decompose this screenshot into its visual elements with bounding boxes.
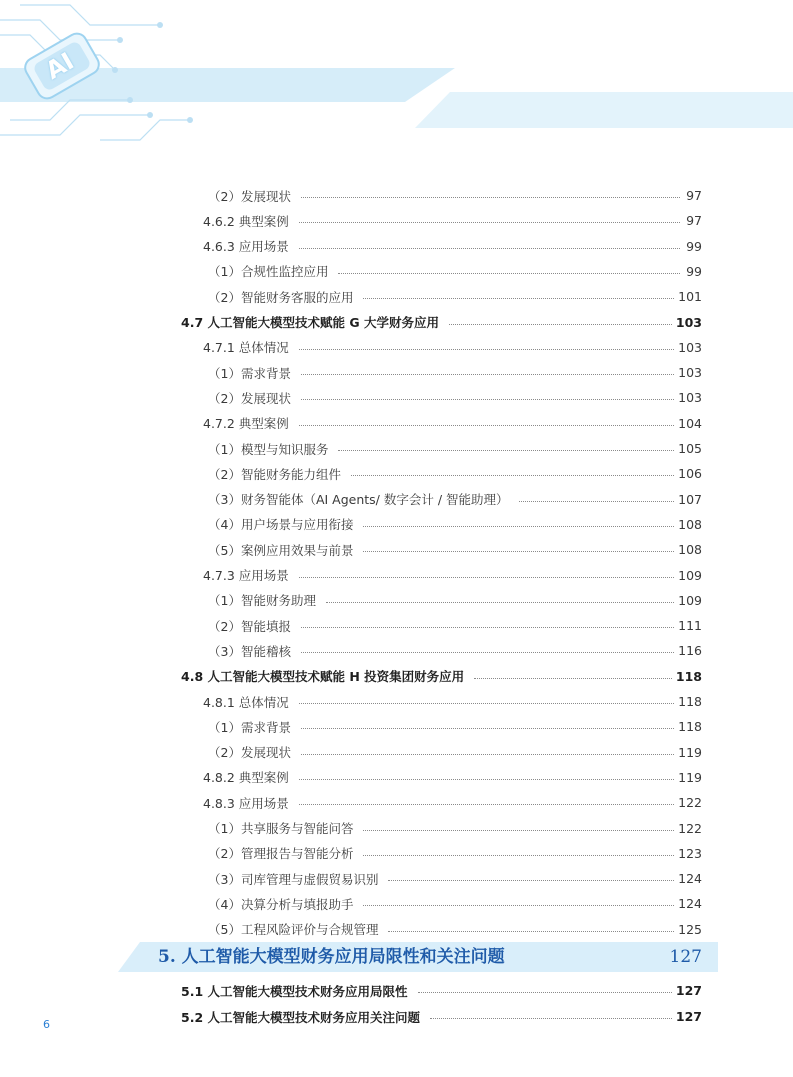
chapter-toc-entry[interactable] bbox=[181, 978, 702, 1003]
toc-entry-title: （5）案例应用效果与前景 bbox=[208, 542, 354, 558]
toc-entry[interactable] bbox=[208, 917, 702, 942]
toc-entry-page: 122 bbox=[678, 820, 702, 836]
toc-entry-page: 124 bbox=[678, 871, 702, 887]
toc-entry[interactable] bbox=[208, 714, 702, 739]
toc-entry-page: 119 bbox=[678, 769, 702, 785]
toc-entry[interactable] bbox=[181, 310, 702, 335]
dot-leader bbox=[363, 551, 674, 552]
toc-entry[interactable] bbox=[203, 790, 702, 815]
toc-entry[interactable] bbox=[208, 816, 702, 841]
toc-entry-page: 109 bbox=[678, 592, 702, 608]
toc-entry-title: 4.7 人工智能大模型技术赋能 G 大学财务应用 bbox=[181, 315, 439, 330]
toc-entry-page: 103 bbox=[678, 339, 702, 355]
dot-leader bbox=[363, 905, 674, 906]
toc-entry-page: 104 bbox=[678, 415, 702, 431]
toc-entry-title: （1）共享服务与智能问答 bbox=[208, 821, 354, 836]
chapter-title[interactable]: 5. 人工智能大模型财务应用局限性和关注问题 bbox=[158, 947, 505, 967]
toc-entry[interactable] bbox=[208, 841, 702, 866]
toc-entry-title: （2）管理报告与智能分析 bbox=[208, 846, 354, 862]
toc-entry-title: （1）合规性监控应用 bbox=[208, 264, 329, 280]
ai-logo-text: AI bbox=[40, 46, 79, 86]
toc-entry-title: 4.8 人工智能大模型技术赋能 H 投资集团财务应用 bbox=[181, 669, 465, 685]
toc-entry-title: （2）发展现状 bbox=[208, 188, 291, 204]
toc-entry[interactable] bbox=[208, 638, 702, 663]
toc-entry[interactable] bbox=[208, 512, 702, 537]
toc-entry[interactable] bbox=[208, 183, 702, 208]
toc-entry-page: 118 bbox=[678, 694, 702, 709]
toc-entry-title: （2）发展现状 bbox=[208, 745, 291, 761]
dot-leader bbox=[299, 779, 674, 780]
dot-leader bbox=[474, 678, 672, 679]
toc-entry-page: 103 bbox=[678, 365, 702, 381]
toc-entry-page: 125 bbox=[678, 921, 702, 937]
toc-entry[interactable] bbox=[208, 588, 702, 613]
toc-entry[interactable] bbox=[208, 866, 702, 891]
toc-entry-title: （2）智能填报 bbox=[208, 618, 291, 634]
toc-entry-title: 4.8.1 总体情况 bbox=[203, 694, 289, 710]
toc-entry-page: 122 bbox=[678, 795, 702, 811]
toc-entry[interactable] bbox=[203, 563, 702, 588]
dot-leader bbox=[363, 298, 674, 299]
dot-leader bbox=[301, 399, 674, 400]
dot-leader bbox=[301, 728, 674, 729]
toc-entry[interactable] bbox=[208, 740, 702, 765]
toc-entry[interactable] bbox=[208, 436, 702, 461]
toc-entry[interactable] bbox=[203, 689, 702, 714]
toc-entry-page: 103 bbox=[678, 390, 702, 406]
dot-leader bbox=[326, 602, 674, 603]
toc-entry-title: 4.6.3 应用场景 bbox=[203, 239, 289, 255]
dot-leader bbox=[338, 273, 680, 274]
toc-entry-title: （3）财务智能体（AI Agents/ 数字会计 / 智能助理） bbox=[208, 492, 509, 508]
toc-entry-title: 4.8.3 应用场景 bbox=[203, 795, 289, 811]
toc-entry[interactable] bbox=[208, 461, 702, 486]
toc-entry-title: 4.7.1 总体情况 bbox=[203, 340, 289, 356]
toc-entry[interactable] bbox=[203, 234, 702, 259]
toc-entry-page: 108 bbox=[678, 542, 702, 558]
toc-entry-page: 118 bbox=[675, 668, 702, 684]
dot-leader bbox=[301, 652, 674, 653]
toc-entry-title: 4.6.2 典型案例 bbox=[203, 213, 289, 229]
toc-entry-page: 124 bbox=[678, 896, 702, 912]
toc-entry-page: 116 bbox=[678, 643, 702, 659]
toc-entry-page: 127 bbox=[675, 1009, 702, 1024]
toc-entry[interactable] bbox=[208, 259, 702, 284]
toc-entry[interactable] bbox=[203, 765, 702, 790]
toc-entry-page: 127 bbox=[675, 983, 702, 998]
toc-entry[interactable] bbox=[208, 537, 702, 562]
toc-entry-page: 108 bbox=[678, 516, 702, 532]
toc-entry-title: （3）智能稽核 bbox=[208, 643, 291, 659]
dot-leader bbox=[449, 324, 672, 325]
toc-entry-title: 4.8.2 典型案例 bbox=[203, 770, 289, 786]
toc-entry-page: 101 bbox=[678, 289, 702, 305]
toc-entry[interactable] bbox=[208, 613, 702, 638]
toc-entry-page: 103 bbox=[675, 314, 702, 330]
dot-leader bbox=[363, 526, 674, 527]
dot-leader bbox=[363, 830, 674, 831]
toc-entry-page: 111 bbox=[678, 618, 702, 634]
toc-entry[interactable] bbox=[208, 891, 702, 916]
dot-leader bbox=[299, 222, 680, 223]
dot-leader bbox=[418, 992, 672, 993]
dot-leader bbox=[430, 1018, 672, 1019]
header-graphic bbox=[0, 0, 793, 160]
toc-entry[interactable] bbox=[208, 487, 702, 512]
toc-entry-title: （1）需求背景 bbox=[208, 719, 291, 735]
toc-entry[interactable] bbox=[203, 208, 702, 233]
dot-leader bbox=[301, 197, 680, 198]
toc-entry-title: 5.1 人工智能大模型技术财务应用局限性 bbox=[181, 983, 408, 999]
dot-leader bbox=[299, 425, 674, 426]
toc-entry[interactable] bbox=[208, 360, 702, 385]
toc-entry-title: 4.7.2 典型案例 bbox=[203, 416, 289, 432]
toc-entry-page: 97 bbox=[686, 188, 702, 203]
toc-entry-page: 123 bbox=[678, 845, 702, 861]
toc-entry[interactable] bbox=[181, 664, 702, 689]
toc-entry-title: （4）决算分析与填报助手 bbox=[208, 896, 354, 912]
toc-entry-page: 118 bbox=[678, 719, 702, 735]
toc-entry-title: （1）智能财务助理 bbox=[208, 593, 316, 609]
toc-entry-page: 97 bbox=[686, 213, 702, 229]
dot-leader bbox=[301, 627, 674, 628]
toc-entry-page: 106 bbox=[678, 466, 702, 482]
page-header-banner bbox=[0, 0, 793, 160]
toc-entry-title: （2）发展现状 bbox=[208, 390, 291, 406]
dot-leader bbox=[299, 804, 674, 805]
chapter-heading-band bbox=[118, 942, 718, 972]
dot-leader bbox=[338, 450, 674, 451]
chapter-page-number: 127 bbox=[669, 947, 702, 967]
toc-entry-page: 109 bbox=[678, 567, 702, 583]
toc-entry-title: （2）智能财务能力组件 bbox=[208, 466, 341, 482]
dot-leader bbox=[299, 349, 674, 350]
toc-entry-title: （2）智能财务客服的应用 bbox=[208, 289, 354, 305]
toc-entry-title: （5）工程风险评价与合规管理 bbox=[208, 922, 379, 938]
toc-entry-title: 5.2 人工智能大模型技术财务应用关注问题 bbox=[181, 1009, 420, 1025]
toc-entry[interactable] bbox=[208, 284, 702, 309]
toc-entry[interactable] bbox=[203, 411, 702, 436]
toc-entry[interactable] bbox=[203, 335, 702, 360]
dot-leader bbox=[388, 931, 674, 932]
dot-leader bbox=[299, 577, 674, 578]
dot-leader bbox=[351, 475, 674, 476]
toc-entry-title: （1）模型与知识服务 bbox=[208, 441, 329, 457]
toc-entry-page: 99 bbox=[686, 263, 702, 279]
dot-leader bbox=[299, 703, 674, 704]
dot-leader bbox=[299, 248, 680, 249]
dot-leader bbox=[363, 855, 674, 856]
chapter-toc-entry[interactable] bbox=[181, 1004, 702, 1029]
toc-entry-page: 99 bbox=[686, 238, 702, 254]
dot-leader bbox=[301, 374, 674, 375]
dot-leader bbox=[301, 754, 674, 755]
toc-entry-page: 107 bbox=[678, 491, 702, 507]
toc-entry-title: （1）需求背景 bbox=[208, 365, 291, 381]
toc-entry-title: （4）用户场景与应用衔接 bbox=[208, 517, 354, 533]
dot-leader bbox=[388, 880, 674, 881]
toc-entry-title: （3）司库管理与虚假贸易识别 bbox=[208, 871, 379, 887]
toc-entry-page: 105 bbox=[678, 441, 702, 456]
page-number: 6 bbox=[43, 1018, 50, 1031]
toc-entry[interactable] bbox=[208, 385, 702, 410]
toc-entry-page: 119 bbox=[678, 744, 702, 760]
dot-leader bbox=[519, 501, 675, 502]
toc-entry-title: 4.7.3 应用场景 bbox=[203, 568, 289, 583]
